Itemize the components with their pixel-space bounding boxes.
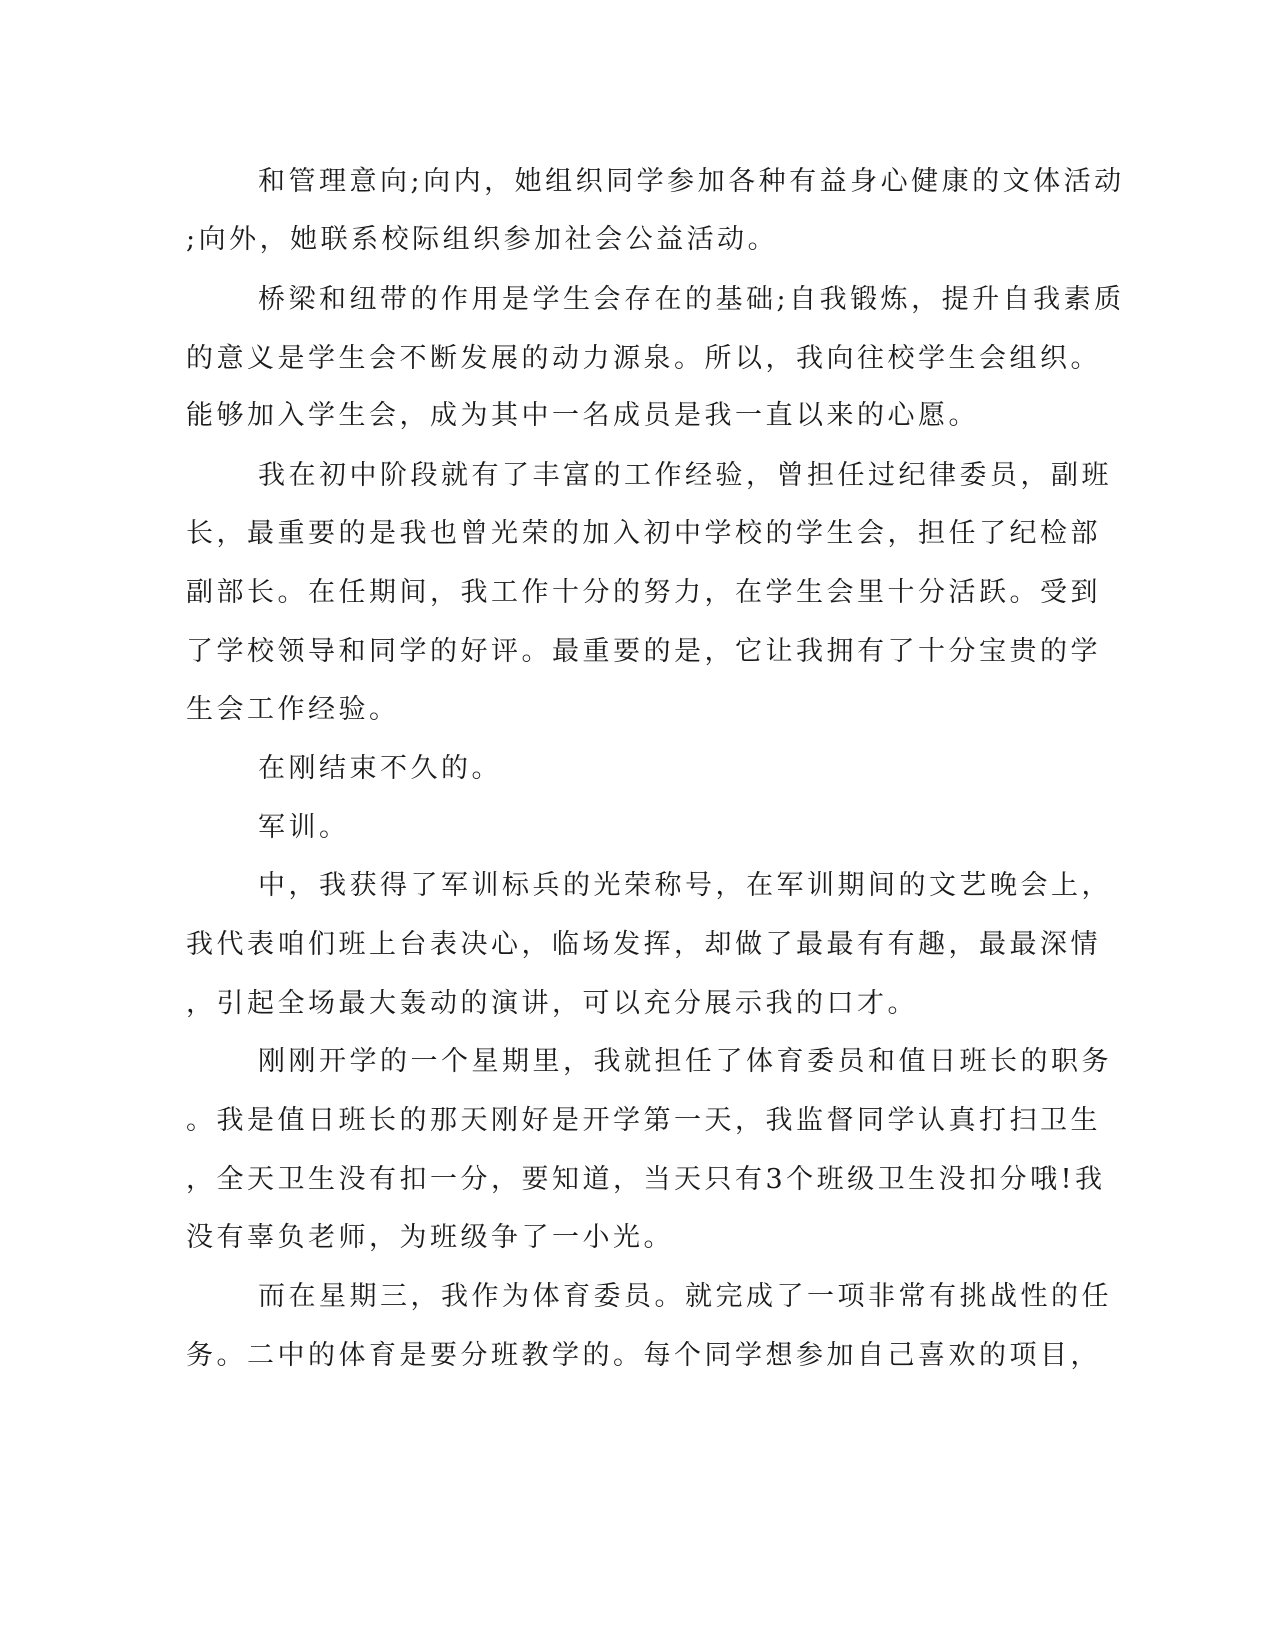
text-line: 长，最重要的是我也曾光荣的加入初中学校的学生会，担任了纪检部 bbox=[186, 518, 1101, 549]
text-line: 生会工作经验。 bbox=[186, 694, 400, 725]
text-line: 在刚结束不久的。 bbox=[258, 753, 502, 784]
text-line: 军训。 bbox=[258, 812, 350, 843]
text-line: 刚刚开学的一个星期里，我就担任了体育委员和值日班长的职务 bbox=[258, 1046, 1112, 1077]
text-line: 。我是值日班长的那天刚好是开学第一天，我监督同学认真打扫卫生 bbox=[186, 1105, 1101, 1136]
text-line: 能够加入学生会，成为其中一名成员是我一直以来的心愿。 bbox=[186, 400, 979, 431]
text-line: 副部长。在任期间，我工作十分的努力，在学生会里十分活跃。受到 bbox=[186, 577, 1101, 608]
text-line: 务。二中的体育是要分班教学的。每个同学想参加自己喜欢的项目， bbox=[186, 1340, 1101, 1371]
text-line: 我代表咱们班上台表决心，临场发挥，却做了最最有有趣，最最深情 bbox=[186, 929, 1101, 960]
text-line: 了学校领导和同学的好评。最重要的是，它让我拥有了十分宝贵的学 bbox=[186, 636, 1101, 667]
text-line: 而在星期三，我作为体育委员。就完成了一项非常有挑战性的任 bbox=[258, 1281, 1112, 1312]
text-line: ，全天卫生没有扣一分，要知道，当天只有3个班级卫生没扣分哦!我 bbox=[186, 1164, 1106, 1195]
text-line: 中，我获得了军训标兵的光荣称号，在军训期间的文艺晚会上， bbox=[258, 870, 1112, 901]
text-line: ，引起全场最大轰动的演讲，可以充分展示我的口才。 bbox=[186, 988, 918, 1019]
text-line: 桥梁和纽带的作用是学生会存在的基础;自我锻炼，提升自我素质 bbox=[258, 284, 1125, 315]
text-line: 的意义是学生会不断发展的动力源泉。所以，我向往校学生会组织。 bbox=[186, 343, 1101, 374]
text-line: ;向外，她联系校际组织参加社会公益活动。 bbox=[186, 224, 779, 255]
text-line: 没有辜负老师，为班级争了一小光。 bbox=[186, 1222, 674, 1253]
text-line: 和管理意向;向内，她组织同学参加各种有益身心健康的文体活动 bbox=[258, 166, 1125, 197]
text-line: 我在初中阶段就有了丰富的工作经验，曾担任过纪律委员，副班 bbox=[258, 460, 1112, 491]
